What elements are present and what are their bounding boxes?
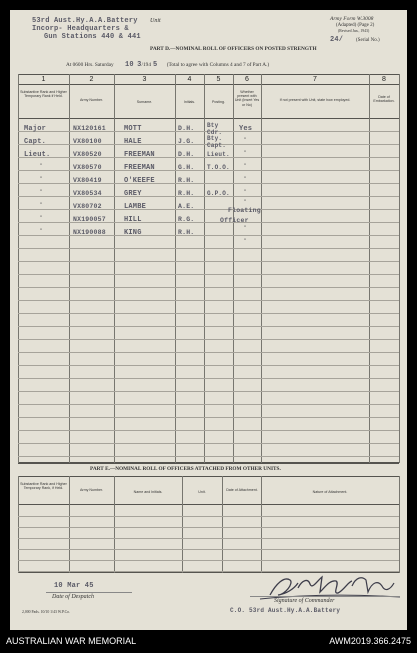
form-adapted: (Adapted) (Page 2) bbox=[336, 23, 375, 28]
table-row bbox=[18, 326, 399, 327]
date-note: (Total to agree with Columns 4 and 7 of Part A.) bbox=[166, 62, 270, 68]
table-row bbox=[18, 261, 399, 262]
row-rank: " bbox=[40, 229, 43, 235]
table-row bbox=[18, 300, 399, 301]
table-row bbox=[18, 560, 399, 561]
row-surname: MOTT bbox=[124, 125, 142, 133]
table-row bbox=[18, 443, 399, 444]
row-posting: Bty Cdr. bbox=[207, 122, 223, 136]
column-header-initials: Initials. bbox=[183, 100, 196, 104]
table-row bbox=[18, 538, 399, 539]
row-rank: Major bbox=[24, 125, 47, 133]
date-day: 10 bbox=[125, 61, 134, 69]
column-header-how-employed: If not present with Unit, state how employed. bbox=[279, 98, 351, 102]
table-row bbox=[18, 352, 399, 353]
row-initials: R.H. bbox=[178, 177, 195, 184]
row-posting: T.O.O. bbox=[207, 164, 230, 171]
row-army-number: VX80570 bbox=[73, 164, 102, 171]
document-page bbox=[10, 10, 407, 630]
column-number: 4 bbox=[187, 76, 192, 83]
typed-unit-incorp: Incorp- Headquarters & bbox=[32, 25, 129, 33]
table-row bbox=[18, 516, 399, 517]
row-surname: HILL bbox=[124, 216, 142, 224]
row-army-number: NX190057 bbox=[73, 216, 106, 223]
row-rank: " bbox=[40, 164, 43, 170]
row-initials: R.G. bbox=[178, 216, 195, 223]
despatch-label: Date of Despatch bbox=[52, 594, 94, 600]
caption-left: AUSTRALIAN WAR MEMORIAL bbox=[6, 636, 137, 646]
caption-right: AWM2019.366.2475 bbox=[329, 636, 411, 646]
row-present: " bbox=[244, 190, 247, 196]
typed-commander: C.O. 53rd Aust.Hy.A.A.Battery bbox=[230, 607, 341, 614]
row-army-number: VX80520 bbox=[73, 151, 102, 158]
row-surname: FREEMAN bbox=[124, 164, 155, 172]
row-initials: R.H. bbox=[178, 229, 195, 236]
row-surname: FREEMAN bbox=[124, 151, 155, 159]
despatch-underline bbox=[46, 592, 132, 593]
table-row bbox=[18, 549, 399, 550]
part-d-title: PART D.—NOMINAL ROLL OF OFFICERS ON POSTED STRENGTH bbox=[150, 46, 317, 52]
row-initials: R.H. bbox=[178, 190, 195, 197]
part-d-table bbox=[10, 74, 407, 464]
row-army-number: NX120161 bbox=[73, 125, 106, 132]
row-present: " bbox=[244, 138, 247, 144]
part-e-header-nature: Nature of Attachment. bbox=[312, 490, 348, 494]
table-row bbox=[18, 456, 399, 457]
row-posting: Lieut. bbox=[207, 151, 230, 158]
column-header-posting: Posting. bbox=[212, 100, 225, 104]
date-year: 5 bbox=[152, 61, 158, 69]
column-header-army-number: Army Number. bbox=[80, 98, 103, 102]
row-initials: A.E. bbox=[178, 203, 195, 210]
commander-underline bbox=[250, 596, 400, 597]
row-rank: " bbox=[40, 203, 43, 209]
table-row bbox=[18, 287, 399, 288]
despatch-date: 10 Mar 45 bbox=[54, 582, 94, 590]
row-initials: D.H. bbox=[178, 151, 195, 158]
column-number: 5 bbox=[216, 76, 221, 83]
part-e-header-date-attachment: Date of Attachment. bbox=[226, 488, 258, 492]
row-rank: " bbox=[40, 216, 43, 222]
row-present: Yes bbox=[239, 125, 253, 133]
row-present: " bbox=[244, 239, 247, 245]
table-row bbox=[18, 365, 399, 366]
column-header-surname: Surname. bbox=[136, 100, 153, 104]
row-army-number: VX80534 bbox=[73, 190, 102, 197]
table-row bbox=[18, 391, 399, 392]
column-number: 2 bbox=[89, 76, 94, 83]
table-row bbox=[18, 339, 399, 340]
table-row bbox=[18, 417, 399, 418]
row-rank: " bbox=[40, 177, 43, 183]
print-note: 2,000 Pads. 10/10 1/43 W.P.Co. bbox=[22, 610, 70, 614]
table-row bbox=[18, 248, 399, 249]
part-e-header-rank: Substantive Rank and Higher Temporary Rank, if Held. bbox=[20, 482, 67, 491]
row-army-number: VX80100 bbox=[73, 138, 102, 145]
part-e-table bbox=[10, 476, 407, 576]
row-present: " bbox=[244, 151, 247, 157]
table-row bbox=[18, 274, 399, 275]
row-surname: KING bbox=[124, 229, 142, 237]
column-number: 6 bbox=[245, 76, 249, 83]
date-year-prefix: /194 bbox=[141, 62, 151, 68]
table-row bbox=[18, 404, 399, 405]
column-header-embarkation: Date of Embarkation. bbox=[373, 95, 395, 104]
row-surname: LAMBE bbox=[124, 203, 147, 211]
date-month: 3 bbox=[137, 61, 142, 69]
row-rank: Lieut. bbox=[24, 151, 51, 159]
serial-label: (Serial No.) bbox=[356, 38, 380, 43]
row-posting: Bty. Capt. bbox=[207, 135, 227, 149]
row-rank: " bbox=[40, 190, 43, 196]
row-army-number: NX190088 bbox=[73, 229, 106, 236]
column-header-present: Whether present with Unit (Insert Yes or No) bbox=[234, 90, 260, 107]
unit-label: Unit bbox=[150, 18, 161, 24]
column-number: 7 bbox=[313, 76, 317, 83]
row-surname: O'KEEFE bbox=[124, 177, 155, 185]
part-e-title: PART E.—NOMINAL ROLL OF OFFICERS ATTACHED FROM OTHER UNITS. bbox=[90, 466, 281, 472]
row-present: " bbox=[244, 164, 247, 170]
form-number: Army Form W.3008 bbox=[330, 16, 374, 22]
row-army-number: VX80419 bbox=[73, 177, 102, 184]
table-row bbox=[18, 430, 399, 431]
row-present: " bbox=[244, 200, 247, 206]
row-initials: G.H. bbox=[178, 164, 195, 171]
column-number: 1 bbox=[41, 76, 46, 83]
part-e-header-army-number: Army Number. bbox=[80, 488, 103, 492]
row-posting: G.P.O. bbox=[207, 190, 230, 197]
typed-unit-gun-stations: Gun Stations 440 & 441 bbox=[44, 33, 141, 41]
typed-unit-name: 53rd Aust.Hy.A.A.Battery bbox=[32, 17, 138, 25]
row-initials: J.G. bbox=[178, 138, 195, 145]
row-initials: D.H. bbox=[178, 125, 195, 132]
row-present: " bbox=[244, 226, 247, 232]
part-e-header-name: Name and Initials. bbox=[133, 490, 163, 494]
row-posting: Floating bbox=[228, 207, 261, 214]
table-row bbox=[18, 313, 399, 314]
column-number: 8 bbox=[382, 76, 386, 83]
caption-bar bbox=[0, 630, 417, 653]
row-posting: Officer bbox=[220, 217, 249, 224]
column-number: 3 bbox=[142, 76, 147, 83]
serial-number: 24/ bbox=[330, 36, 344, 44]
commander-label: Signature of Commander bbox=[274, 598, 335, 604]
row-surname: GREY bbox=[124, 190, 142, 198]
form-revised: (Revised Jan., 1943) bbox=[338, 29, 370, 33]
row-rank: Capt. bbox=[24, 138, 47, 146]
row-surname: HALE bbox=[124, 138, 142, 146]
date-prefix: At 0600 Hrs. Saturday bbox=[66, 62, 114, 68]
table-row bbox=[18, 527, 399, 528]
row-army-number: VX80702 bbox=[73, 203, 102, 210]
part-e-header-unit: Unit. bbox=[198, 490, 206, 494]
row-present: " bbox=[244, 177, 247, 183]
table-row bbox=[18, 378, 399, 379]
date-line bbox=[66, 61, 269, 69]
column-header-rank: Substantive Rank and Higher Temporary Rank if Held. bbox=[20, 90, 67, 99]
